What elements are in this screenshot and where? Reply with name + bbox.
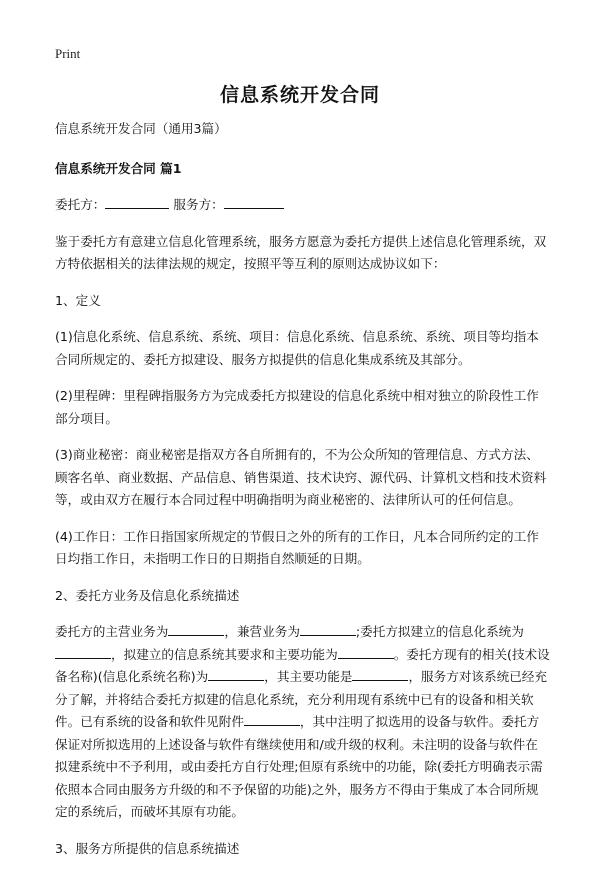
fill-blank xyxy=(244,711,300,726)
definition-item: (3)商业秘密：商业秘密是指双方各自所拥有的，不为公众所知的管理信息、方式方法、顾客名单、商业数据、产品信息、销售渠道、技术诀窍、源代码、计算机文档和技术资料等，或由双方在履行本合同过程中明确指明为商业秘密的、法律所认可的任何信息。 xyxy=(55,447,547,507)
client-label: 委托方： xyxy=(55,197,106,212)
fill-blank xyxy=(208,666,264,681)
clause-2-text: 委托方的主营业务为 xyxy=(55,624,169,639)
fill-blank xyxy=(300,621,356,636)
section-heading: 信息系统开发合同 篇1 xyxy=(55,160,182,176)
document-title: 信息系统开发合同 xyxy=(219,84,380,106)
clause-2-title: 2、委托方业务及信息化系统描述 xyxy=(55,587,240,603)
clause-2-paragraph xyxy=(55,621,550,824)
provider-label: 服务方： xyxy=(173,197,224,212)
provider-blank xyxy=(224,194,284,209)
definition-item: (4)工作日：工作日指国家所规定的节假日之外的所有的工作日，凡本合同所约定的工作日均指工作日，未指明工作日的日期指自然顺延的日期。 xyxy=(55,528,539,566)
clause-2-text: 。委托方现有的相关(技术设备名称)(信息化系统名称)为 xyxy=(55,646,550,684)
clause-2-text: ，拟建立的信息系统其要求和主要功能为 xyxy=(111,646,338,662)
clause-2-text: ;委托方拟建立的信息化系统为 xyxy=(355,624,524,639)
definition-item: (2)里程碑：里程碑指服务方为完成委托方拟建设的信息化系统中相对独立的阶段性工作部分项目。 xyxy=(55,388,539,426)
document-subtitle: 信息系统开发合同（通用3篇） xyxy=(55,121,227,136)
clause-3-title: 3、服务方所提供的信息系统描述 xyxy=(55,840,240,856)
fill-blank xyxy=(168,621,224,636)
fill-blank xyxy=(55,644,111,659)
definition-item: (1)信息化系统、信息系统、系统、项目：信息化系统、信息系统、系统、项目等均指本合同所规定的、委托方拟建设、服务方拟提供的信息化集成系统及其部分。 xyxy=(55,329,539,367)
clause-2-text: ，服务方对该系统已经充分了解，并将结合委托方拟建的信息化系统，充分利用现有系统中已有的设备和相关软件。已有系统的设备和软件见附件 xyxy=(55,669,547,729)
print-link[interactable]: Print xyxy=(55,46,81,61)
clause-1-title: 1、定义 xyxy=(55,292,101,308)
intro-paragraph: 鉴于委托方有意建立信息化管理系统，服务方愿意为委托方提供上述信息化管理系统，双方特依据相关的法律法规的规定，按照平等互利的原则达成协议如下： xyxy=(55,233,547,271)
clause-2-text: ，其主要功能是 xyxy=(264,669,353,684)
client-blank xyxy=(105,194,169,209)
clause-2-text: ，其中注明了拟选用的设备与软件。委托方保证对所拟选用的上述设备与软件有继续使用和/或升级的权利。未注明的设备与软件在拟建系统中不予利用，或由委托方自行处理;但原有系统中的功能，除(委托方明确表示需依照本合同由服务方升级的和不予保留的功能)之外，服务方不得由于集成了本合同所规定的系统后，而破坏其原有功能。 xyxy=(55,714,543,819)
parties-line xyxy=(55,194,550,217)
fill-blank xyxy=(338,644,394,659)
document-body xyxy=(55,118,550,874)
fill-blank xyxy=(352,666,408,681)
clause-2-text: ，兼营业务为 xyxy=(224,624,300,639)
